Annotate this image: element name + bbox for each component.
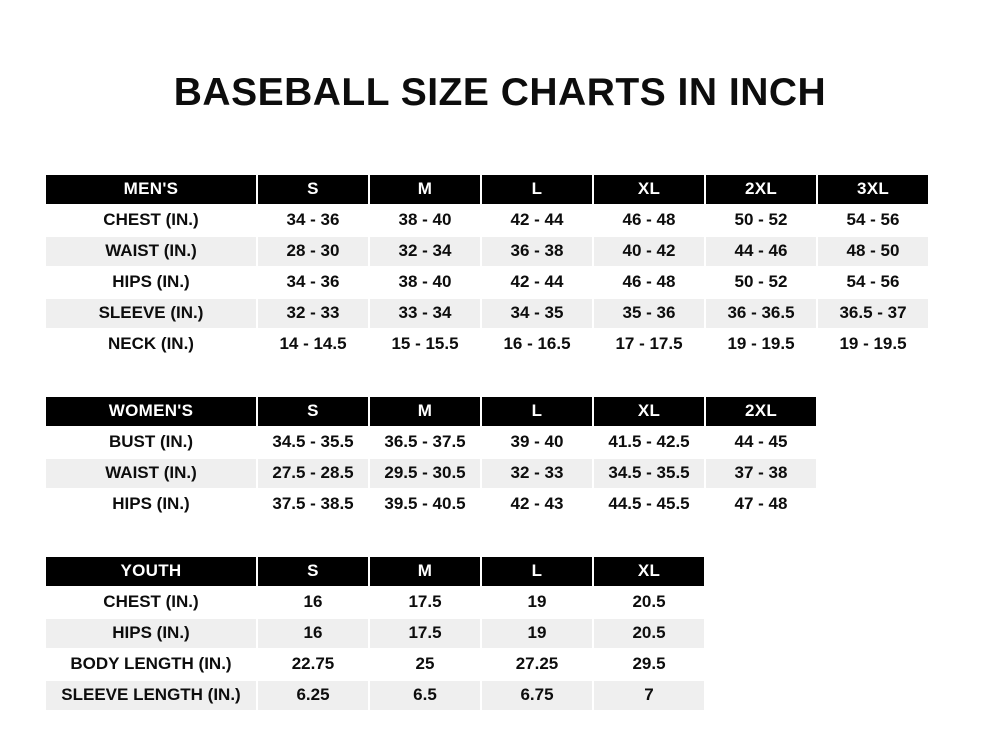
cell-value: 42 - 44: [481, 267, 593, 298]
mens-header-2xl: 2XL: [705, 174, 817, 205]
cell-value: 19: [481, 587, 593, 618]
cell-value: 33 - 34: [369, 298, 481, 329]
cell-value: 34 - 36: [257, 205, 369, 236]
cell-value: 20.5: [593, 587, 705, 618]
cell-value: 41.5 - 42.5: [593, 427, 705, 458]
row-label: CHEST (IN.): [45, 205, 257, 236]
cell-value: 54 - 56: [817, 267, 929, 298]
row-label: HIPS (IN.): [45, 267, 257, 298]
row-label: WAIST (IN.): [45, 458, 257, 489]
cell-value: 44.5 - 45.5: [593, 489, 705, 520]
mens-header-m: M: [369, 174, 481, 205]
cell-value: 6.25: [257, 680, 369, 711]
cell-value: 40 - 42: [593, 236, 705, 267]
cell-value: 34 - 35: [481, 298, 593, 329]
womens-header-m: M: [369, 396, 481, 427]
mens-header-category: MEN'S: [45, 174, 257, 205]
cell-value: 34.5 - 35.5: [593, 458, 705, 489]
cell-value: 46 - 48: [593, 267, 705, 298]
youth-table-header-row: [45, 556, 705, 587]
table-row: [45, 329, 929, 360]
cell-value: 32 - 34: [369, 236, 481, 267]
cell-value: 7: [593, 680, 705, 711]
cell-value: 36.5 - 37: [817, 298, 929, 329]
cell-value: 50 - 52: [705, 267, 817, 298]
cell-value: 54 - 56: [817, 205, 929, 236]
table-row: [45, 458, 817, 489]
cell-value: 6.75: [481, 680, 593, 711]
womens-size-table: [44, 395, 818, 521]
table-row: [45, 489, 817, 520]
row-label: SLEEVE LENGTH (IN.): [45, 680, 257, 711]
youth-header-s: S: [257, 556, 369, 587]
cell-value: 38 - 40: [369, 267, 481, 298]
cell-value: 29.5: [593, 649, 705, 680]
cell-value: 36 - 36.5: [705, 298, 817, 329]
cell-value: 36.5 - 37.5: [369, 427, 481, 458]
row-label: HIPS (IN.): [45, 489, 257, 520]
row-label: NECK (IN.): [45, 329, 257, 360]
cell-value: 16 - 16.5: [481, 329, 593, 360]
cell-value: 19: [481, 618, 593, 649]
womens-table-header-row: [45, 396, 817, 427]
cell-value: 25: [369, 649, 481, 680]
cell-value: 16: [257, 618, 369, 649]
cell-value: 34.5 - 35.5: [257, 427, 369, 458]
cell-value: 46 - 48: [593, 205, 705, 236]
youth-header-m: M: [369, 556, 481, 587]
womens-header-s: S: [257, 396, 369, 427]
cell-value: 37 - 38: [705, 458, 817, 489]
table-row: [45, 587, 705, 618]
table-row: [45, 618, 705, 649]
cell-value: 19 - 19.5: [705, 329, 817, 360]
row-label: CHEST (IN.): [45, 587, 257, 618]
youth-header-category: YOUTH: [45, 556, 257, 587]
table-row: [45, 205, 929, 236]
cell-value: 17 - 17.5: [593, 329, 705, 360]
table-row: [45, 680, 705, 711]
cell-value: 39 - 40: [481, 427, 593, 458]
row-label: WAIST (IN.): [45, 236, 257, 267]
cell-value: 34 - 36: [257, 267, 369, 298]
cell-value: 19 - 19.5: [817, 329, 929, 360]
cell-value: 39.5 - 40.5: [369, 489, 481, 520]
mens-header-3xl: 3XL: [817, 174, 929, 205]
table-row: [45, 298, 929, 329]
cell-value: 48 - 50: [817, 236, 929, 267]
page-title: BASEBALL SIZE CHARTS IN INCH: [173, 71, 827, 114]
cell-value: 28 - 30: [257, 236, 369, 267]
cell-value: 15 - 15.5: [369, 329, 481, 360]
cell-value: 29.5 - 30.5: [369, 458, 481, 489]
cell-value: 47 - 48: [705, 489, 817, 520]
mens-header-l: L: [481, 174, 593, 205]
cell-value: 17.5: [369, 618, 481, 649]
mens-header-xl: XL: [593, 174, 705, 205]
cell-value: 14 - 14.5: [257, 329, 369, 360]
size-tables-container: [0, 173, 1000, 712]
mens-table-header-row: [45, 174, 929, 205]
cell-value: 37.5 - 38.5: [257, 489, 369, 520]
cell-value: 42 - 43: [481, 489, 593, 520]
cell-value: 20.5: [593, 618, 705, 649]
cell-value: 32 - 33: [481, 458, 593, 489]
youth-header-xl: XL: [593, 556, 705, 587]
womens-header-category: WOMEN'S: [45, 396, 257, 427]
cell-value: 36 - 38: [481, 236, 593, 267]
cell-value: 27.25: [481, 649, 593, 680]
cell-value: 44 - 45: [705, 427, 817, 458]
womens-header-xl: XL: [593, 396, 705, 427]
table-row: [45, 267, 929, 298]
womens-header-2xl: 2XL: [705, 396, 817, 427]
table-row: [45, 236, 929, 267]
mens-header-s: S: [257, 174, 369, 205]
row-label: BUST (IN.): [45, 427, 257, 458]
table-row: [45, 649, 705, 680]
cell-value: 32 - 33: [257, 298, 369, 329]
youth-size-table: [44, 555, 706, 712]
cell-value: 27.5 - 28.5: [257, 458, 369, 489]
cell-value: 35 - 36: [593, 298, 705, 329]
table-row: [45, 427, 817, 458]
cell-value: 38 - 40: [369, 205, 481, 236]
cell-value: 22.75: [257, 649, 369, 680]
cell-value: 44 - 46: [705, 236, 817, 267]
womens-header-l: L: [481, 396, 593, 427]
youth-header-l: L: [481, 556, 593, 587]
row-label: SLEEVE (IN.): [45, 298, 257, 329]
cell-value: 16: [257, 587, 369, 618]
cell-value: 42 - 44: [481, 205, 593, 236]
cell-value: 50 - 52: [705, 205, 817, 236]
cell-value: 6.5: [369, 680, 481, 711]
cell-value: 17.5: [369, 587, 481, 618]
row-label: BODY LENGTH (IN.): [45, 649, 257, 680]
mens-size-table: [44, 173, 930, 361]
row-label: HIPS (IN.): [45, 618, 257, 649]
